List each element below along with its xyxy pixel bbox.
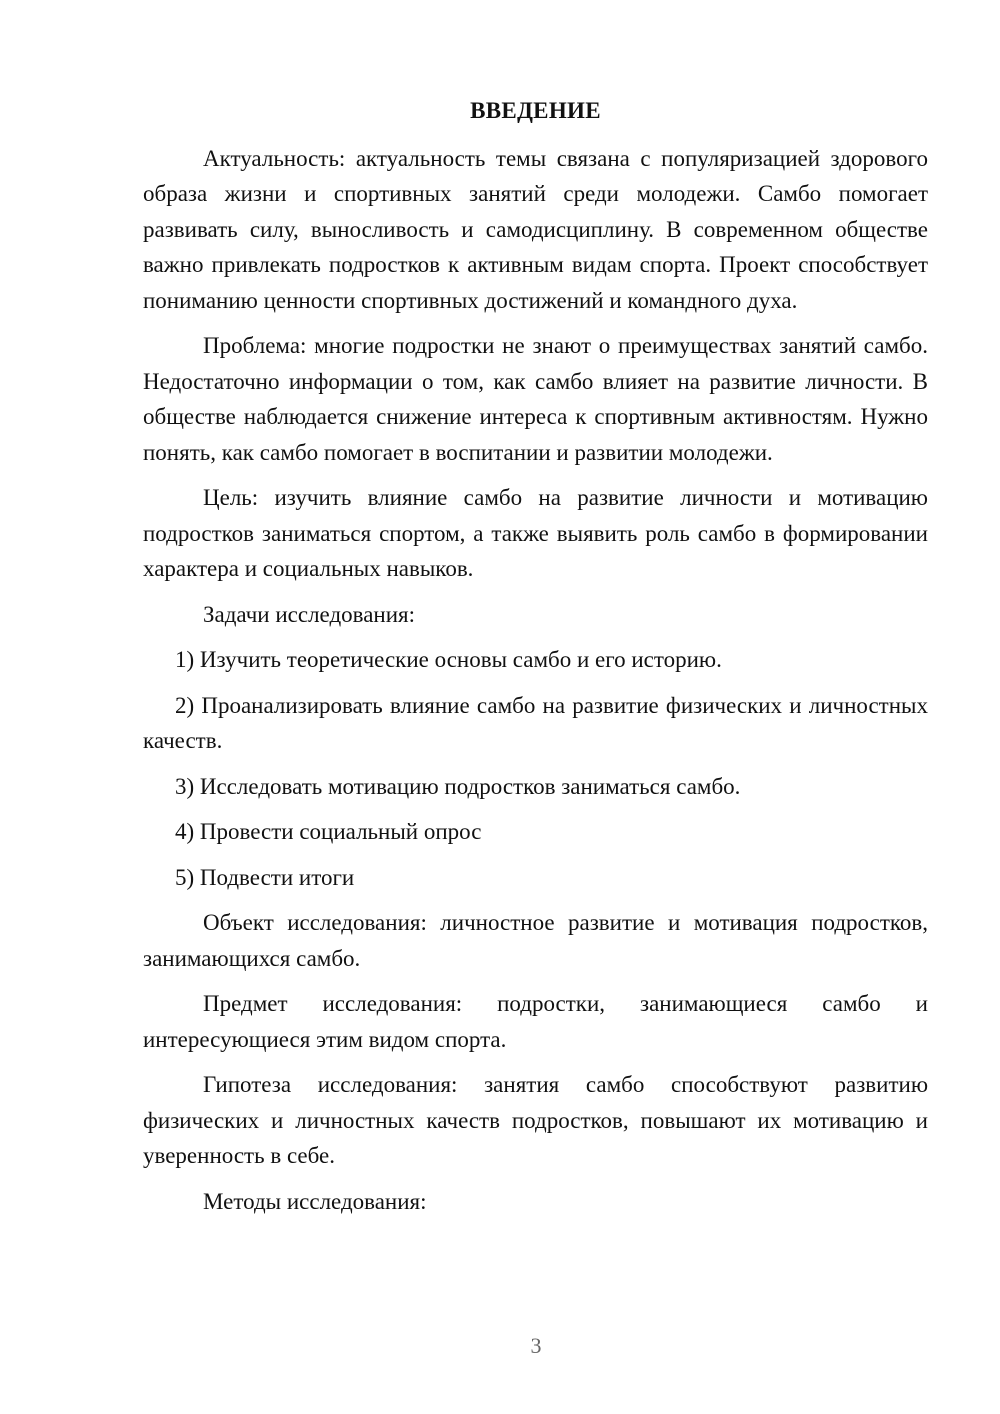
section-title: ВВЕДЕНИЕ bbox=[470, 98, 601, 123]
paragraph-subject: Предмет исследования: подростки, занимающиеся самбо и интересующиеся этим видом спорта. bbox=[143, 991, 928, 1052]
task-item: 2) Проанализировать влияние самбо на развитие физических и личностных качеств. bbox=[143, 692, 928, 753]
task-item: 5) Подвести итоги bbox=[175, 864, 355, 890]
page-number: 3 bbox=[530, 1333, 542, 1358]
paragraph-methods: Методы исследования: bbox=[203, 1188, 427, 1214]
paragraph-hypothesis: Гипотеза исследования: занятия самбо способствуют развитию физических и личностных качеств подростков, повышают их мотивацию и уверенность в себе. bbox=[143, 1072, 928, 1168]
paragraph-relevance: Актуальность: актуальность темы связана с популяризацией здорового образа жизни и спортивных занятий среди молодежи. Самбо помогает развивать силу, выносливость и самодисциплину. В современном обществе важно привлекать подростков к активным видам спорта. Проект способствует пониманию ценности спортивных достижений и командного духа. bbox=[143, 145, 928, 313]
task-item: 3) Исследовать мотивацию подростков заниматься самбо. bbox=[175, 773, 741, 799]
paragraph-tasks-heading: Задачи исследования: bbox=[203, 601, 416, 627]
task-item: 1) Изучить теоретические основы самбо и его историю. bbox=[175, 647, 722, 672]
paragraph-problem: Проблема: многие подростки не знают о преимуществах занятий самбо. Недостаточно информации о том, как самбо влияет на развитие личности. В обществе наблюдается снижение интереса к спортивным активностям. Нужно понять, как самбо помогает в воспитании и развитии молодежи. bbox=[143, 333, 928, 465]
page-content bbox=[143, 93, 928, 1229]
paragraph-goal: Цель: изучить влияние самбо на развитие личности и мотивацию подростков заниматься спортом, а также выявить роль самбо в формировании характера и социальных навыков. bbox=[143, 485, 928, 581]
task-item: 4) Провести социальный опрос bbox=[175, 819, 482, 844]
paragraph-object: Объект исследования: личностное развитие и мотивация подростков, занимающихся самбо. bbox=[143, 910, 928, 971]
